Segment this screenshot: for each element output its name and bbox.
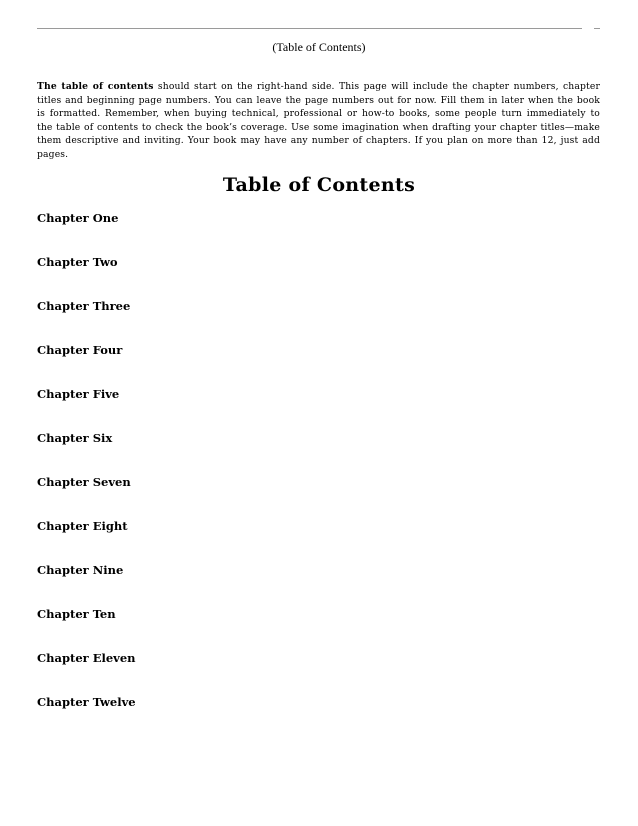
intro-paragraph [37, 80, 600, 161]
chapter-list [37, 210, 600, 738]
toc-title: Table of Contents [222, 174, 416, 196]
chapter-item: Chapter Eight [37, 519, 128, 533]
header-dash [594, 28, 600, 29]
chapter-item: Chapter Nine [37, 563, 124, 577]
chapter-item: Chapter Twelve [37, 695, 136, 709]
chapter-item: Chapter One [37, 211, 119, 225]
chapter-item: Chapter Eleven [37, 651, 136, 665]
chapter-item: Chapter Six [37, 431, 113, 445]
chapter-item: Chapter Three [37, 299, 131, 313]
intro-body: should start on the right-hand side. This page will include the chapter numbers, chapter titles and beginning page numbers. You can leave the page numbers out for now. Fill them in later when the book is formatted. Remember, when buying technical, professional or how-to books, some people turn immediately to the table of contents to check the book’s coverage. Use some imagination when drafting your chapter titles—make them descriptive and inviting. Your book may have any number of chapters. If you plan on more than 12, just add pages. [37, 81, 600, 160]
chapter-item: Chapter Two [37, 255, 118, 269]
chapter-item: Chapter Seven [37, 475, 131, 489]
header-rule [37, 28, 582, 29]
chapter-item: Chapter Five [37, 387, 120, 401]
chapter-item: Chapter Ten [37, 607, 116, 621]
intro-lead: The table of contents [37, 81, 154, 92]
page-subtitle: (Table of Contents) [272, 40, 366, 54]
chapter-item: Chapter Four [37, 343, 123, 357]
